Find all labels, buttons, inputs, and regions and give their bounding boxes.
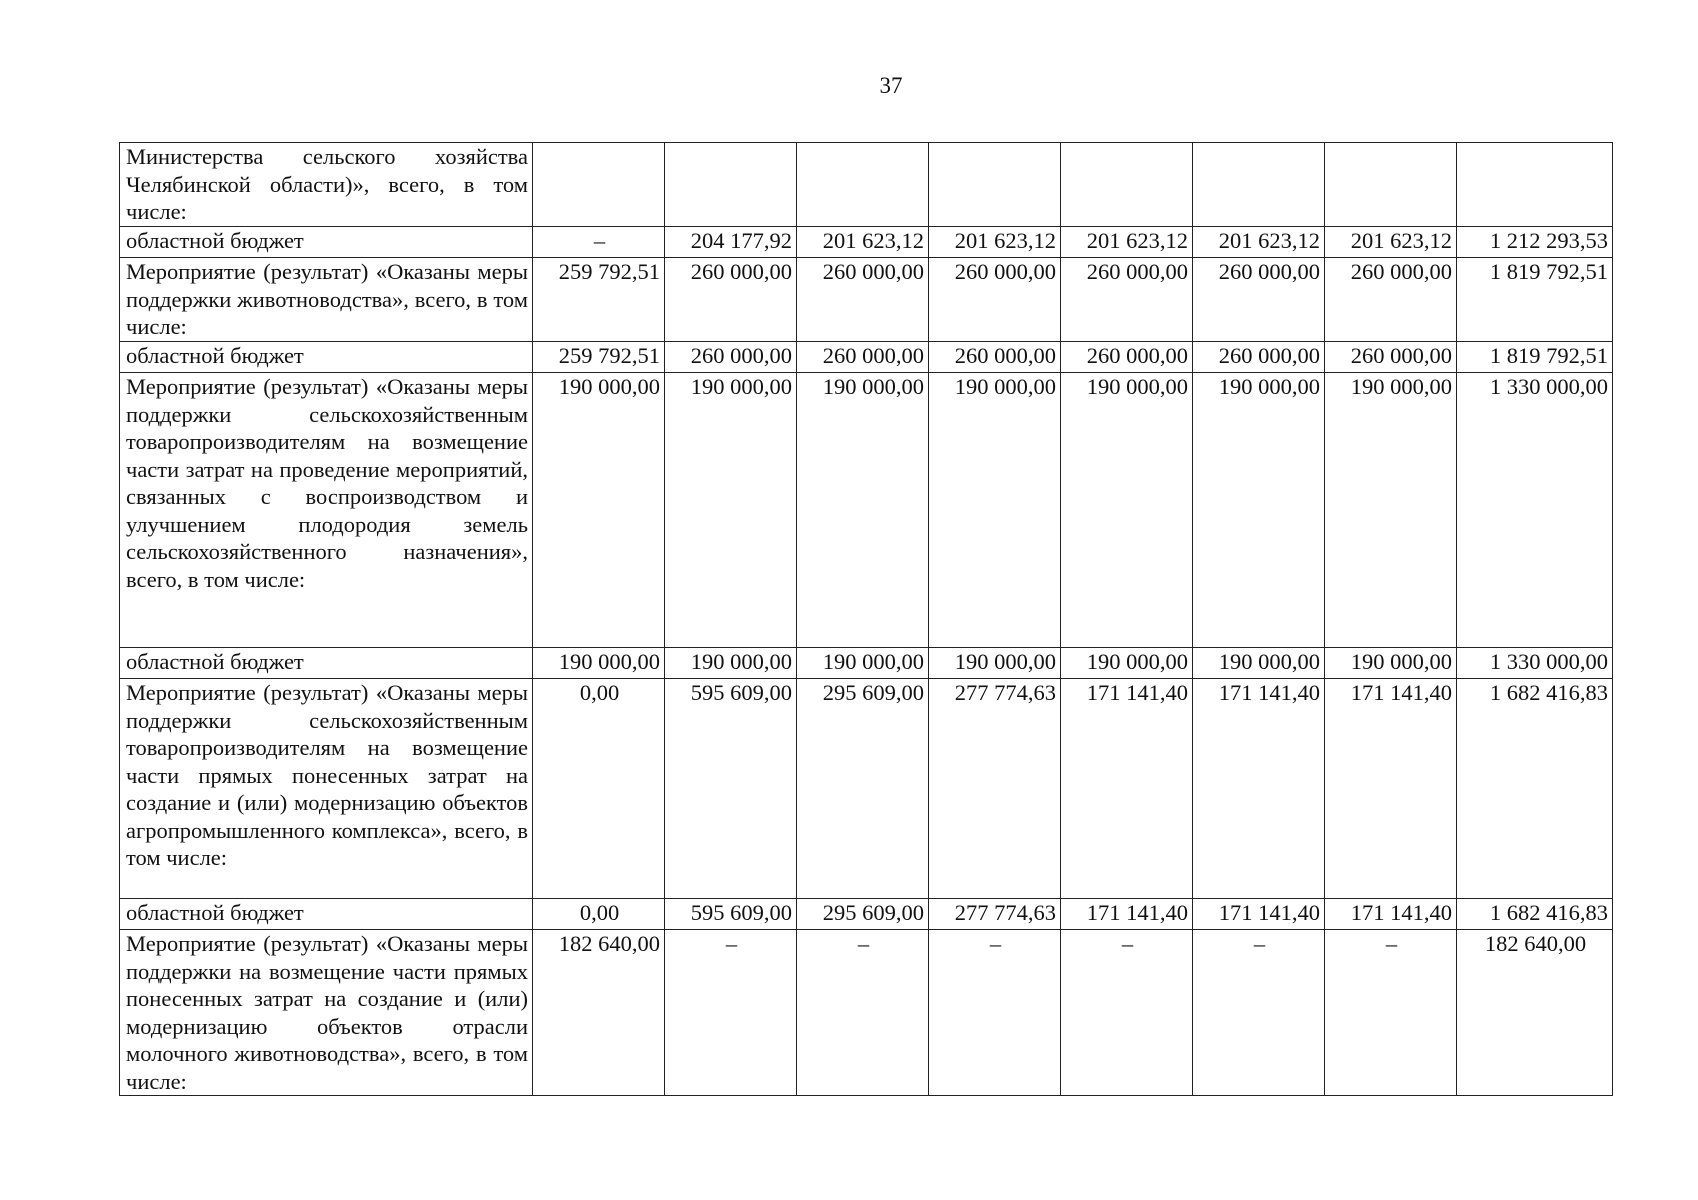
page-number: 37 [879,73,903,98]
value-cell: 295 609,00 [797,679,929,899]
value-cell: 277 774,63 [929,899,1061,930]
value-cell: 259 792,51 [533,342,665,373]
row-description: Мероприятие (результат) «Оказаны меры поддержки животноводства», всего, в том числе: [120,258,533,342]
value-cell: 1 682 416,83 [1457,899,1613,930]
table-row [120,258,1613,342]
value-cell: 201 623,12 [929,227,1061,258]
value-cell: – [1325,930,1457,1096]
table-row [120,899,1613,930]
value-cell: 201 623,12 [797,227,929,258]
value-cell: 171 141,40 [1325,899,1457,930]
value-cell: – [533,227,665,258]
value-cell: 190 000,00 [929,648,1061,679]
row-description: Мероприятие (результат) «Оказаны меры поддержки сельскохозяйственным товаропроизводителям на возмещение части затрат на проведение мероприятий, связанных с воспроизводством и улучшением плодородия земель сельскохозяйственного назначения», всего, в том числе: [120,373,533,648]
value-cell: 259 792,51 [533,258,665,342]
value-cell: 1 330 000,00 [1457,648,1613,679]
value-cell: 595 609,00 [665,679,797,899]
value-cell: 1 682 416,83 [1457,679,1613,899]
value-cell: 1 819 792,51 [1457,258,1613,342]
value-cell: – [797,930,929,1096]
value-cell: 171 141,40 [1193,899,1325,930]
value-cell [1457,143,1613,227]
row-description: областной бюджет [120,648,533,679]
table-row [120,143,1613,227]
value-cell: 260 000,00 [929,342,1061,373]
value-cell: 595 609,00 [665,899,797,930]
value-cell: 190 000,00 [665,373,797,648]
value-cell: 204 177,92 [665,227,797,258]
value-cell: 260 000,00 [665,342,797,373]
value-cell [929,143,1061,227]
value-cell: 260 000,00 [1193,342,1325,373]
value-cell: 260 000,00 [1193,258,1325,342]
value-cell: 190 000,00 [797,648,929,679]
value-cell: – [929,930,1061,1096]
value-cell [1193,143,1325,227]
budget-table [119,142,1613,1096]
value-cell: 190 000,00 [797,373,929,648]
value-cell: 260 000,00 [665,258,797,342]
value-cell: 1 819 792,51 [1457,342,1613,373]
table-row [120,227,1613,258]
value-cell: 1 212 293,53 [1457,227,1613,258]
value-cell: 201 623,12 [1193,227,1325,258]
table-row [120,648,1613,679]
value-cell: 182 640,00 [1457,930,1613,1096]
value-cell: 260 000,00 [929,258,1061,342]
value-cell: – [665,930,797,1096]
value-cell [1325,143,1457,227]
value-cell [797,143,929,227]
value-cell: 260 000,00 [1325,342,1457,373]
value-cell: 277 774,63 [929,679,1061,899]
value-cell: 260 000,00 [797,342,929,373]
value-cell: 190 000,00 [1325,373,1457,648]
value-cell: 1 330 000,00 [1457,373,1613,648]
value-cell: 260 000,00 [1325,258,1457,342]
row-description: Мероприятие (результат) «Оказаны меры поддержки сельскохозяйственным товаропроизводителям на возмещение части прямых понесенных затрат на создание и (или) модернизацию объектов агропромышленного комплекса», всего, в том числе: [120,679,533,899]
value-cell: 171 141,40 [1061,679,1193,899]
value-cell: 260 000,00 [797,258,929,342]
value-cell: 182 640,00 [533,930,665,1096]
value-cell [1061,143,1193,227]
value-cell [665,143,797,227]
table-row [120,930,1613,1096]
value-cell: 260 000,00 [1061,258,1193,342]
row-description: областной бюджет [120,227,533,258]
table-row [120,679,1613,899]
value-cell: 190 000,00 [1325,648,1457,679]
row-description: Мероприятие (результат) «Оказаны меры поддержки на возмещение части прямых понесенных затрат на создание и (или) модернизацию объектов отрасли молочного животноводства», всего, в том числе: [120,930,533,1096]
table-body [120,143,1613,1096]
value-cell: – [1193,930,1325,1096]
value-cell: 190 000,00 [1193,373,1325,648]
row-description: областной бюджет [120,342,533,373]
value-cell: 190 000,00 [665,648,797,679]
value-cell: 201 623,12 [1061,227,1193,258]
value-cell: 201 623,12 [1325,227,1457,258]
value-cell: 171 141,40 [1193,679,1325,899]
table-row [120,342,1613,373]
value-cell: 190 000,00 [929,373,1061,648]
value-cell: 190 000,00 [1061,373,1193,648]
value-cell: 190 000,00 [1193,648,1325,679]
value-cell: 190 000,00 [533,648,665,679]
value-cell: 190 000,00 [533,373,665,648]
value-cell: 295 609,00 [797,899,929,930]
table-row [120,373,1613,648]
value-cell: 190 000,00 [1061,648,1193,679]
value-cell: 171 141,40 [1061,899,1193,930]
value-cell: 260 000,00 [1061,342,1193,373]
row-description: Министерства сельского хозяйства Челябинской области)», всего, в том числе: [120,143,533,227]
value-cell: – [1061,930,1193,1096]
value-cell: 171 141,40 [1325,679,1457,899]
value-cell [533,143,665,227]
row-description: областной бюджет [120,899,533,930]
value-cell: 0,00 [533,679,665,899]
value-cell: 0,00 [533,899,665,930]
